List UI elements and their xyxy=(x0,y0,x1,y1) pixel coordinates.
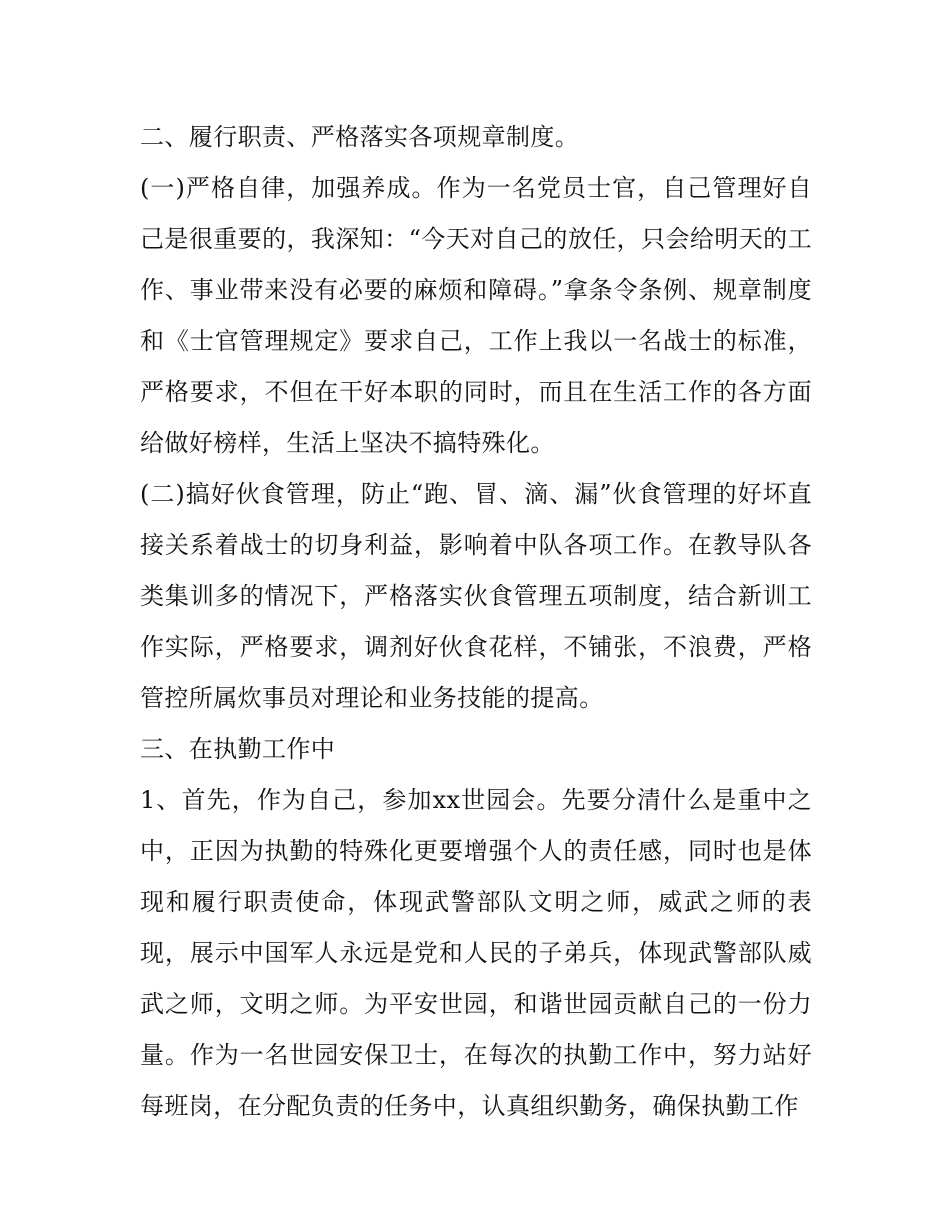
paragraph-duty-work: 1、首先，作为自己，参加xx世园会。先要分清什么是重中之中，正因为执勤的特殊化更要增强个人的责任感，同时也是体现和履行职责使命，体现武警部队文明之师，威武之师的表现，展示中国军人永远是党和人民的子弟兵，体现武警部队威武之师，文明之师。为平安世园，和谐世园贡献自己的一份力量。作为一名世园安保卫士，在每次的执勤工作中，努力站好每班岗，在分配负责的任务中，认真组织勤务，确保执勤工作 xyxy=(140,786,812,1120)
section-heading-three: 三、在执勤工作中 xyxy=(140,735,336,763)
section-heading-two: 二、履行职责、严格落实各项规章制度。 xyxy=(140,123,580,151)
paragraph-self-discipline: (一)严格自律，加强养成。作为一名党员士官，自己管理好自己是很重要的，我深知：“今天对自己的放任，只会给明天的工作、事业带来没有必要的麻烦和障碍。”拿条令条例、规章制度和《士官管理规定》要求自己，工作上我以一名战士的标准，严格要求，不但在干好本职的同时，而且在生活工作的各方面给做好榜样，生活上坚决不搞特殊化。 xyxy=(140,174,812,457)
paragraph-food-management: (二)搞好伙食管理，防止“跑、冒、滴、漏”伙食管理的好坏直接关系着战士的切身利益，影响着中队各项工作。在教导队各类集训多的情况下，严格落实伙食管理五项制度，结合新训工作实际，严格要求，调剂好伙食花样，不铺张，不浪费，严格管控所属炊事员对理论和业务技能的提高。 xyxy=(140,480,812,712)
document-body xyxy=(140,112,812,1132)
